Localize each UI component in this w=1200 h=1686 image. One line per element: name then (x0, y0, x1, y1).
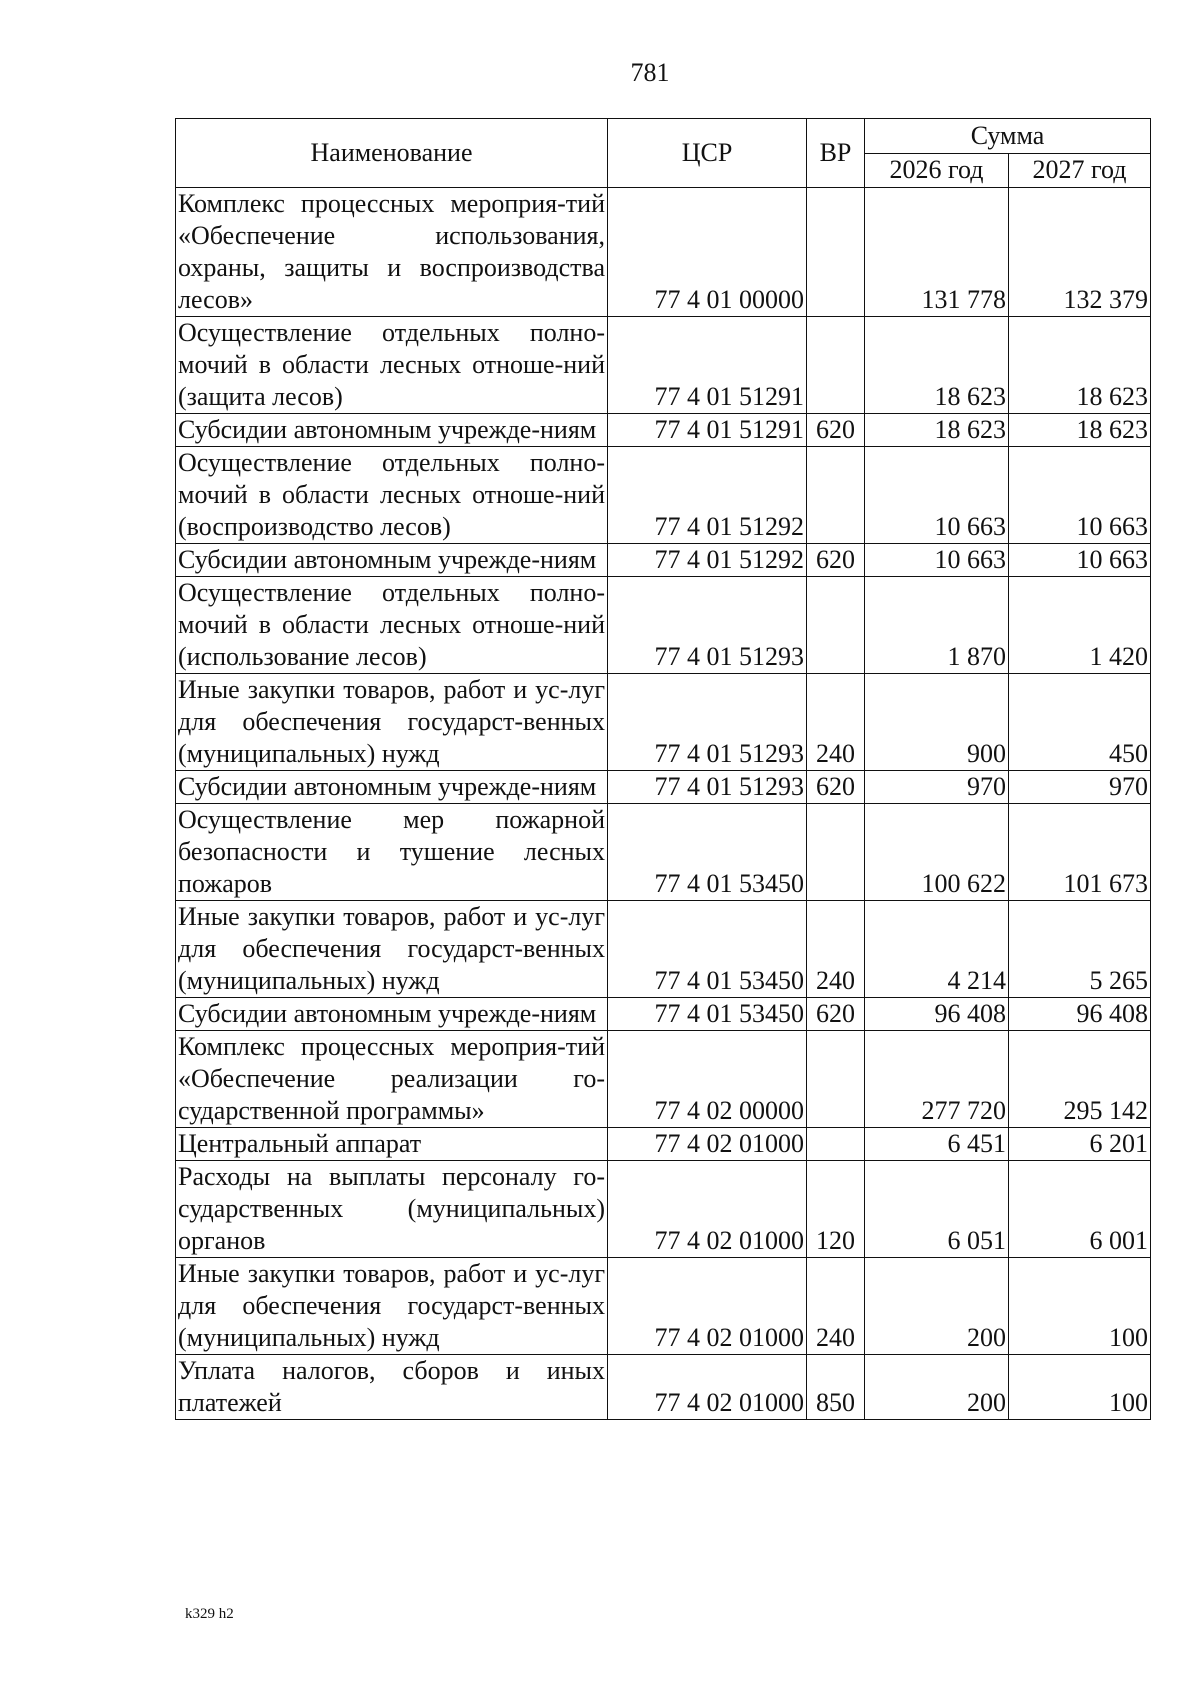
row-sum-2026-cell: 6 451 (865, 1128, 1009, 1161)
table-row (176, 544, 1151, 577)
row-name-cell: Комплекс процессных мероприя-тий «Обеспечение использования, охраны, защиты и воспроизводства лесов» (176, 188, 608, 317)
row-sum-2027-cell: 5 265 (1009, 901, 1151, 998)
budget-table (175, 118, 1151, 1420)
header-vr: ВР (807, 119, 865, 188)
row-vr-cell: 620 (807, 414, 865, 447)
row-sum-2026-cell: 6 051 (865, 1161, 1009, 1258)
row-name-cell: Иные закупки товаров, работ и ус-луг для обеспечения государст-венных (муниципальных) нужд (176, 674, 608, 771)
row-sum-2026-cell: 900 (865, 674, 1009, 771)
table-row (176, 1128, 1151, 1161)
row-csr-cell: 77 4 02 01000 (608, 1355, 807, 1420)
row-sum-2026-cell: 10 663 (865, 447, 1009, 544)
row-sum-2026-cell: 18 623 (865, 414, 1009, 447)
row-csr-cell: 77 4 01 51291 (608, 317, 807, 414)
row-vr-cell (807, 577, 865, 674)
row-name-cell: Уплата налогов, сборов и иных платежей (176, 1355, 608, 1420)
header-csr: ЦСР (608, 119, 807, 188)
table-row (176, 1161, 1151, 1258)
row-name-cell: Осуществление отдельных полно-мочий в области лесных отноше-ний (защита лесов) (176, 317, 608, 414)
row-vr-cell: 240 (807, 901, 865, 998)
row-vr-cell: 620 (807, 998, 865, 1031)
row-sum-2027-cell: 18 623 (1009, 414, 1151, 447)
row-sum-2026-cell: 277 720 (865, 1031, 1009, 1128)
row-name-cell: Осуществление отдельных полно-мочий в области лесных отноше-ний (использование лесов) (176, 577, 608, 674)
row-sum-2026-cell: 10 663 (865, 544, 1009, 577)
row-sum-2026-cell: 970 (865, 771, 1009, 804)
row-vr-cell (807, 1031, 865, 1128)
row-sum-2026-cell: 4 214 (865, 901, 1009, 998)
table-row (176, 1031, 1151, 1128)
row-sum-2026-cell: 96 408 (865, 998, 1009, 1031)
table-row (176, 1355, 1151, 1420)
row-sum-2027-cell: 10 663 (1009, 447, 1151, 544)
row-csr-cell: 77 4 02 01000 (608, 1258, 807, 1355)
row-sum-2027-cell: 970 (1009, 771, 1151, 804)
table-row (176, 674, 1151, 771)
table-header (176, 119, 1151, 188)
row-name-cell: Комплекс процессных мероприя-тий «Обеспечение реализации го-сударственной программы» (176, 1031, 608, 1128)
table-row (176, 998, 1151, 1031)
row-csr-cell: 77 4 02 00000 (608, 1031, 807, 1128)
row-sum-2027-cell: 101 673 (1009, 804, 1151, 901)
row-sum-2026-cell: 200 (865, 1355, 1009, 1420)
row-csr-cell: 77 4 01 51292 (608, 544, 807, 577)
table-row (176, 447, 1151, 544)
row-sum-2027-cell: 6 001 (1009, 1161, 1151, 1258)
row-sum-2026-cell: 100 622 (865, 804, 1009, 901)
row-sum-2027-cell: 1 420 (1009, 577, 1151, 674)
row-vr-cell: 850 (807, 1355, 865, 1420)
row-name-cell: Субсидии автономным учрежде-ниям (176, 544, 608, 577)
row-vr-cell (807, 447, 865, 544)
row-name-cell: Осуществление отдельных полно-мочий в области лесных отноше-ний (воспроизводство лесов) (176, 447, 608, 544)
row-sum-2027-cell: 18 623 (1009, 317, 1151, 414)
table-row (176, 317, 1151, 414)
row-sum-2027-cell: 10 663 (1009, 544, 1151, 577)
row-vr-cell (807, 188, 865, 317)
table-row (176, 771, 1151, 804)
header-sum: Сумма (865, 119, 1151, 154)
row-csr-cell: 77 4 02 01000 (608, 1161, 807, 1258)
row-csr-cell: 77 4 01 51293 (608, 577, 807, 674)
table-row (176, 1258, 1151, 1355)
row-csr-cell: 77 4 01 53450 (608, 804, 807, 901)
row-name-cell: Расходы на выплаты персоналу го-сударственных (муниципальных) органов (176, 1161, 608, 1258)
table-row (176, 414, 1151, 447)
row-csr-cell: 77 4 01 53450 (608, 901, 807, 998)
row-csr-cell: 77 4 01 51293 (608, 674, 807, 771)
header-year-2026: 2026 год (865, 153, 1009, 188)
table-row (176, 804, 1151, 901)
row-sum-2027-cell: 295 142 (1009, 1031, 1151, 1128)
row-name-cell: Центральный аппарат (176, 1128, 608, 1161)
row-sum-2026-cell: 18 623 (865, 317, 1009, 414)
row-vr-cell (807, 804, 865, 901)
row-vr-cell: 620 (807, 544, 865, 577)
row-vr-cell: 120 (807, 1161, 865, 1258)
row-csr-cell: 77 4 01 51293 (608, 771, 807, 804)
header-name: Наименование (176, 119, 608, 188)
row-vr-cell: 620 (807, 771, 865, 804)
row-name-cell: Осуществление мер пожарной безопасности и тушение лесных пожаров (176, 804, 608, 901)
table-row (176, 188, 1151, 317)
row-name-cell: Субсидии автономным учрежде-ниям (176, 771, 608, 804)
row-sum-2027-cell: 6 201 (1009, 1128, 1151, 1161)
row-name-cell: Иные закупки товаров, работ и ус-луг для обеспечения государст-венных (муниципальных) нужд (176, 901, 608, 998)
row-csr-cell: 77 4 01 00000 (608, 188, 807, 317)
row-csr-cell: 77 4 01 51292 (608, 447, 807, 544)
row-sum-2026-cell: 200 (865, 1258, 1009, 1355)
row-sum-2026-cell: 1 870 (865, 577, 1009, 674)
table-row (176, 901, 1151, 998)
row-sum-2027-cell: 100 (1009, 1355, 1151, 1420)
row-name-cell: Иные закупки товаров, работ и ус-луг для обеспечения государст-венных (муниципальных) нужд (176, 1258, 608, 1355)
row-csr-cell: 77 4 01 53450 (608, 998, 807, 1031)
table-row (176, 577, 1151, 674)
table-body (176, 188, 1151, 1420)
row-sum-2026-cell: 131 778 (865, 188, 1009, 317)
row-name-cell: Субсидии автономным учрежде-ниям (176, 414, 608, 447)
row-sum-2027-cell: 132 379 (1009, 188, 1151, 317)
row-vr-cell (807, 1128, 865, 1161)
row-sum-2027-cell: 450 (1009, 674, 1151, 771)
row-vr-cell: 240 (807, 674, 865, 771)
row-name-cell: Субсидии автономным учрежде-ниям (176, 998, 608, 1031)
row-csr-cell: 77 4 01 51291 (608, 414, 807, 447)
row-csr-cell: 77 4 02 01000 (608, 1128, 807, 1161)
header-year-2027: 2027 год (1009, 153, 1151, 188)
row-sum-2027-cell: 96 408 (1009, 998, 1151, 1031)
row-vr-cell (807, 317, 865, 414)
row-sum-2027-cell: 100 (1009, 1258, 1151, 1355)
page-number: 781 (630, 58, 670, 87)
footer-code: k329 h2 (185, 1606, 234, 1622)
row-vr-cell: 240 (807, 1258, 865, 1355)
